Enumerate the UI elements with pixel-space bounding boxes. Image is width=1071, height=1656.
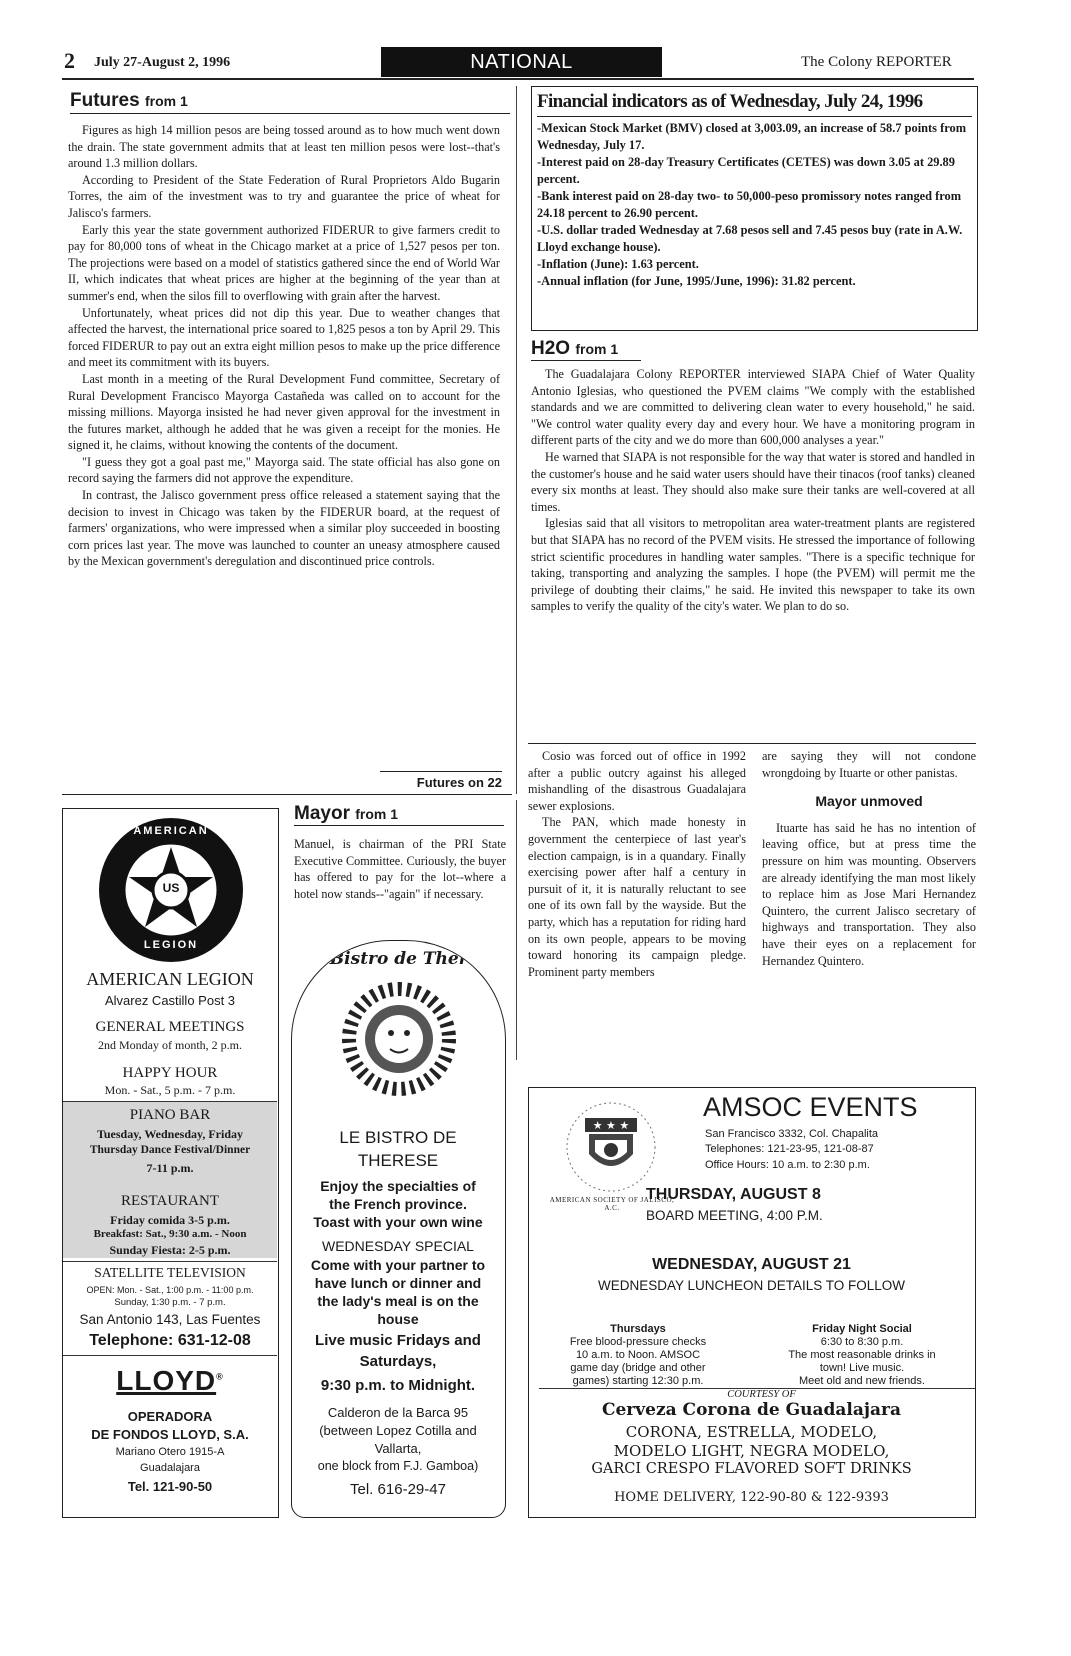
legion-post: Alvarez Castillo Post 3 [104, 993, 236, 1008]
bistro-script-logo: Le Bistro de Thérèse [301, 949, 499, 969]
mayor-paragraph: Cosio was forced out of office in 1992 after a public outcry against his alleged mishandling of the disastrous Guadalajara sewer explosions. [528, 749, 746, 813]
amsoc-brands: GARCI CRESPO FLAVORED SOFT DRINKS [591, 1461, 912, 1477]
sun-face-icon [314, 959, 484, 1109]
svg-text:★ ★ ★: ★ ★ ★ [592, 1119, 630, 1132]
amsoc-event-desc: WEDNESDAY LUNCHEON DETAILS TO FOLLOW [597, 1278, 906, 1293]
section-banner: NATIONAL [381, 47, 662, 77]
legion-tv-line: OPEN: Mon. - Sat., 1:00 p.m. - 11:00 p.m. [86, 1285, 254, 1295]
futures-jump[interactable]: Futures on 22 [380, 771, 502, 790]
amsoc-phones: Telephones: 121-23-95, 121-08-87 [705, 1143, 874, 1155]
page-number: 2 [64, 48, 75, 73]
legion-piano-title: PIANO BAR [129, 1107, 211, 1123]
bistro-ad [291, 940, 506, 1518]
lloyd-logo-text: LLOYD [116, 1365, 217, 1396]
futures-from: from 1 [144, 93, 188, 109]
h2o-paragraph: The Guadalajara Colony REPORTER interviewed SIAPA Chief of Water Quality Antonio Iglesias, who questioned the PVEM claims "We comply with the established standards and we are committed to delivering clean water to every household," he said. "We control water quality every day and every hour. We have a monitoring program in different parts of the city and we do more than 600,000 analyses a year." [531, 367, 975, 448]
divider [63, 1261, 277, 1262]
bistro-phone: Tel. 616-29-47 [350, 1481, 446, 1498]
legion-phone: Telephone: 631-12-08 [89, 1332, 251, 1349]
legion-tv-title: SATELLITE TELEVISION [94, 1265, 246, 1280]
amsoc-left-line: games) starting 12:30 p.m. [572, 1375, 704, 1387]
amsoc-right-line: Meet old and new friends. [799, 1375, 925, 1387]
futures-paragraph: Last month in a meeting of the Rural Development Fund committee, Secretary of Rural Development Francisco Mayorga Castañeda was called on to account for the missing millions. Mayorga insisted he had never given approval for the investment in the futures market, although he added that he was given a receipt for the monies. He signed it, he claims, without knowing the contents of the document. [68, 371, 500, 453]
bistro-line: the French province. [329, 1196, 467, 1212]
futures-title: Futures [70, 90, 140, 111]
amsoc-left-line: 10 a.m. to Noon. AMSOC [575, 1349, 701, 1361]
amsoc-event-desc: BOARD MEETING, 4:00 P.M. [646, 1208, 823, 1223]
indicators-box [531, 86, 978, 331]
mayor-col1 [528, 748, 746, 980]
futures-paragraph: Early this year the state government authorized FIDERUR to give farmers credit to pay for 80,000 tons of wheat in the Chicago market at a price of 1,527 pesos per ton. The projections were based on a model of statistics gathered since the end of World War II, which indicates that wheat prices are higher at the beginning of the year than at summer's end, when the silos fill to overflowing with grain after the harvest. [68, 222, 500, 303]
lloyd-logo [63, 1365, 277, 1397]
amsoc-brands: MODELO LIGHT, NEGRA MODELO, [613, 1442, 890, 1460]
bistro-line: have lunch or dinner and [314, 1275, 482, 1291]
amsoc-delivery: HOME DELIVERY, 122-90-80 & 122-9393 [614, 1490, 889, 1505]
bistro-address: Vallarta, [374, 1441, 422, 1456]
futures-paragraph: Unfortunately, wheat prices did not dip this year. Due to weather changes that affected the harvest, the international price soared to 1,825 pesos a ton by April 29. This forced FIDERUR to pay out an extra eight million pesos to make up the price difference and meet its commitment with its buyers. [68, 305, 500, 370]
bistro-line: Saturdays, [359, 1353, 437, 1370]
futures-paragraph: In contrast, the Jalisco government press office released a statement saying that the decision to invest in Chicago was taken by the FIDERUR board, at the request of farmers' organizations, who were impressed when a similar ploy succeeded in boosting corn prices last year. The move was launched to counter an uneasy atmosphere caused by the Mexican government's deregulation and discontinued price controls. [68, 488, 500, 569]
h2o-from: from 1 [575, 341, 619, 357]
bistro-address: (between Lopez Cotilla and [319, 1423, 477, 1438]
amsoc-left-line: game day (bridge and other [570, 1362, 706, 1374]
bistro-address: Calderon de la Barca 95 [327, 1405, 469, 1420]
bistro-address: one block from F.J. Gamboa) [317, 1459, 479, 1473]
lloyd-phone: Tel. 121-90-50 [127, 1479, 213, 1494]
lloyd-line: Mariano Otero 1915-A [115, 1446, 225, 1458]
column-rule [516, 800, 517, 1060]
indicators-title: Financial indicators as of Wednesday, July 24, 1996 [537, 91, 972, 117]
amsoc-event-date: WEDNESDAY, AUGUST 21 [652, 1256, 851, 1273]
indicator-item: -Inflation (June): 1.63 percent. [537, 257, 699, 271]
futures-paragraph: "I guess they got a goal past me," Mayorga said. The state official has also gone on record saying the farmers did not approve the expenditure. [68, 454, 500, 486]
indicator-item: -Mexican Stock Market (BMV) closed at 3,003.09, an increase of 58.7 points from Wednesday, July 17. [537, 121, 967, 152]
amsoc-left-title: Thursdays [610, 1323, 666, 1335]
lloyd-line: Guadalajara [140, 1462, 200, 1474]
amsoc-ad [528, 1087, 976, 1518]
amsoc-hours: Office Hours: 10 a.m. to 2:30 p.m. [705, 1159, 870, 1171]
amsoc-thursdays [543, 1323, 733, 1388]
mayor-from: from 1 [355, 806, 399, 822]
legion-ad [62, 808, 279, 1518]
divider [63, 1355, 277, 1356]
bistro-line: 9:30 p.m. to Midnight. [320, 1377, 476, 1394]
indicator-item: -Bank interest paid on 28-day two- to 50,000-peso promissory notes ranged from 24.18 percent to 26.90 percent. [537, 189, 962, 220]
legion-restaurant-title: RESTAURANT [121, 1193, 219, 1209]
amsoc-sponsor: Cerveza Corona de Guadalajara [601, 1400, 902, 1420]
futures-headline [70, 90, 510, 114]
legion-happy-title: HAPPY HOUR [122, 1065, 218, 1081]
legion-piano-special: Thursday Dance Festival/Dinner [89, 1144, 251, 1156]
mayor-headline [294, 803, 504, 826]
mayor-paragraph: Manuel, is chairman of the PRI State Executive Committee. Curiously, the buyer has offered to pay for the lot--where a hotel now stands--"again" if necessary. [294, 837, 506, 901]
amsoc-right-title: Friday Night Social [812, 1323, 912, 1335]
legion-seal-center: US [162, 881, 180, 895]
mayor-subhead: Mayor unmoved [815, 793, 923, 810]
legion-address: San Antonio 143, Las Fuentes [79, 1312, 261, 1327]
legion-seal-bottom: LEGION [143, 939, 199, 951]
header-rule [62, 78, 974, 80]
mayor-title: Mayor [294, 803, 350, 824]
amsoc-right-line: town! Live music. [819, 1362, 905, 1374]
amsoc-right-line: 6:30 to 8:30 p.m. [820, 1336, 904, 1348]
amsoc-seal-text: AMERICAN SOCIETY OF JALISCO, A.C. [549, 1196, 675, 1212]
legion-happy-time: Mon. - Sat., 5 p.m. - 7 p.m. [104, 1083, 236, 1097]
indicator-item: -U.S. dollar traded Wednesday at 7.68 pesos sell and 7.45 pesos buy (rate in A.W. Lloyd exchange house). [537, 223, 963, 254]
section-rule [528, 743, 976, 744]
legion-piano-days: Tuesday, Wednesday, Friday [96, 1127, 244, 1141]
lloyd-line: OPERADORA [127, 1409, 213, 1424]
mayor-paragraph: The PAN, which made honesty in government the centerpiece of last year's election campaign, is in a quandary. Finally exercising power after half a century in pursuit of it, it is naturally reluctant to see one of its own fall by the wayside. But the party, which has a reputation for riding hard on its own people, appears to be moving toward honoring its campaign pledge. Prominent party members [528, 815, 746, 979]
lloyd-line: DE FONDOS LLOYD, S.A. [91, 1427, 249, 1442]
amsoc-address: San Francisco 3332, Col. Chapalita [705, 1128, 879, 1140]
h2o-article [531, 366, 975, 615]
bistro-line: Toast with your own wine [313, 1214, 483, 1230]
h2o-title: H2O [531, 338, 571, 359]
legion-name: AMERICAN LEGION [86, 969, 254, 989]
futures-article [68, 122, 500, 570]
amsoc-right-line: The most reasonable drinks in [788, 1349, 936, 1361]
legion-seal-top: AMERICAN [133, 825, 209, 837]
amsoc-friday-social [757, 1323, 967, 1388]
amsoc-title: AMSOC EVENTS [703, 1092, 918, 1122]
legion-restaurant-line: Breakfast: Sat., 9:30 a.m. - Noon [93, 1228, 247, 1240]
mayor-intro [294, 836, 506, 902]
bistro-line: the lady's meal is on the [317, 1293, 479, 1309]
bistro-line: WEDNESDAY SPECIAL [322, 1238, 474, 1254]
futures-paragraph: Figures as high 14 million pesos are being tossed around as to how much went down the drain. The state government admits that at least ten million pesos were lost--that's around 1.3 million dollars. [68, 123, 500, 171]
amsoc-left-line: Free blood-pressure checks [569, 1336, 707, 1348]
amsoc-brands: CORONA, ESTRELLA, MODELO, [625, 1423, 878, 1441]
mayor-col2 [762, 748, 976, 969]
bistro-name: LE BISTRO DE [339, 1128, 457, 1147]
bistro-name: THERESE [357, 1151, 439, 1170]
h2o-paragraph: Iglesias said that all visitors to metropolitan area water-treatment plants are registered but that SIAPA has no record of the PVEM visits. He stressed the importance of following strict scientific procedures in handling water samples. "There is a specific technique for taking, transporting and analyzing the samples. I hope (the PVEM) will permit me the privilege of doubting their claims," he said. He invited this newspaper to take its own samples to verify the quality of the city's water. We plan to do so. [531, 516, 975, 614]
indicator-item: -Interest paid on 28-day Treasury Certificates (CETES) was down 3.05 at 29.89 percent. [537, 155, 955, 186]
bistro-line: Come with your partner to [310, 1257, 486, 1273]
h2o-headline [531, 338, 641, 361]
legion-restaurant-line: Sunday Fiesta: 2-5 p.m. [109, 1243, 231, 1257]
amsoc-courtesy: COURTESY OF [539, 1388, 976, 1400]
bistro-line: Live music Fridays and [315, 1332, 481, 1349]
legion-meetings-time: 2nd Monday of month, 2 p.m. [98, 1038, 242, 1052]
issue-date: July 27-August 2, 1996 [94, 55, 231, 70]
legion-tv-line: Sunday, 1:30 p.m. - 7 p.m. [114, 1297, 226, 1308]
futures-paragraph: According to President of the State Federation of Rural Proprietors Aldo Bugarin Torres, the aim of the investment was to try and guarantee the price of wheat for Jalisco's farmers. [68, 172, 500, 220]
paper-name: The Colony REPORTER [801, 54, 952, 70]
registered-mark: ® [216, 1371, 224, 1382]
mayor-paragraph: Ituarte has said he has no intention of leaving office, but at press time the pressure on him was mounting. Observers are already identifying the man most likely to replace him as Jose Mari Hernandez Quintero, the current Jalisco secretary of highways and transportation. They also have their eyes on a replacement for Hernandez Quintero. [762, 820, 976, 968]
legion-restaurant-line: Friday comida 3-5 p.m. [110, 1213, 230, 1227]
bistro-line: Enjoy the specialties of [320, 1178, 476, 1194]
legion-piano-time: 7-11 p.m. [146, 1161, 194, 1175]
section-rule [62, 794, 512, 795]
indicator-item: -Annual inflation (for June, 1995/June, 1996): 31.82 percent. [537, 274, 856, 288]
h2o-paragraph: He warned that SIAPA is not responsible for the way that water is stored and handled in the customer's house and he said water users should have their tinacos (roof tanks) cleaned every six months at least. They should also make sure their tanks are well-covered at all times. [531, 449, 975, 514]
bistro-line: house [377, 1311, 419, 1327]
mayor-paragraph: are saying they will not condone wrongdoing by Ituarte or other panistas. [762, 749, 976, 780]
legion-meetings-title: GENERAL MEETINGS [95, 1019, 245, 1035]
column-rule [516, 86, 517, 794]
amsoc-event-date: THURSDAY, AUGUST 8 [646, 1186, 821, 1203]
